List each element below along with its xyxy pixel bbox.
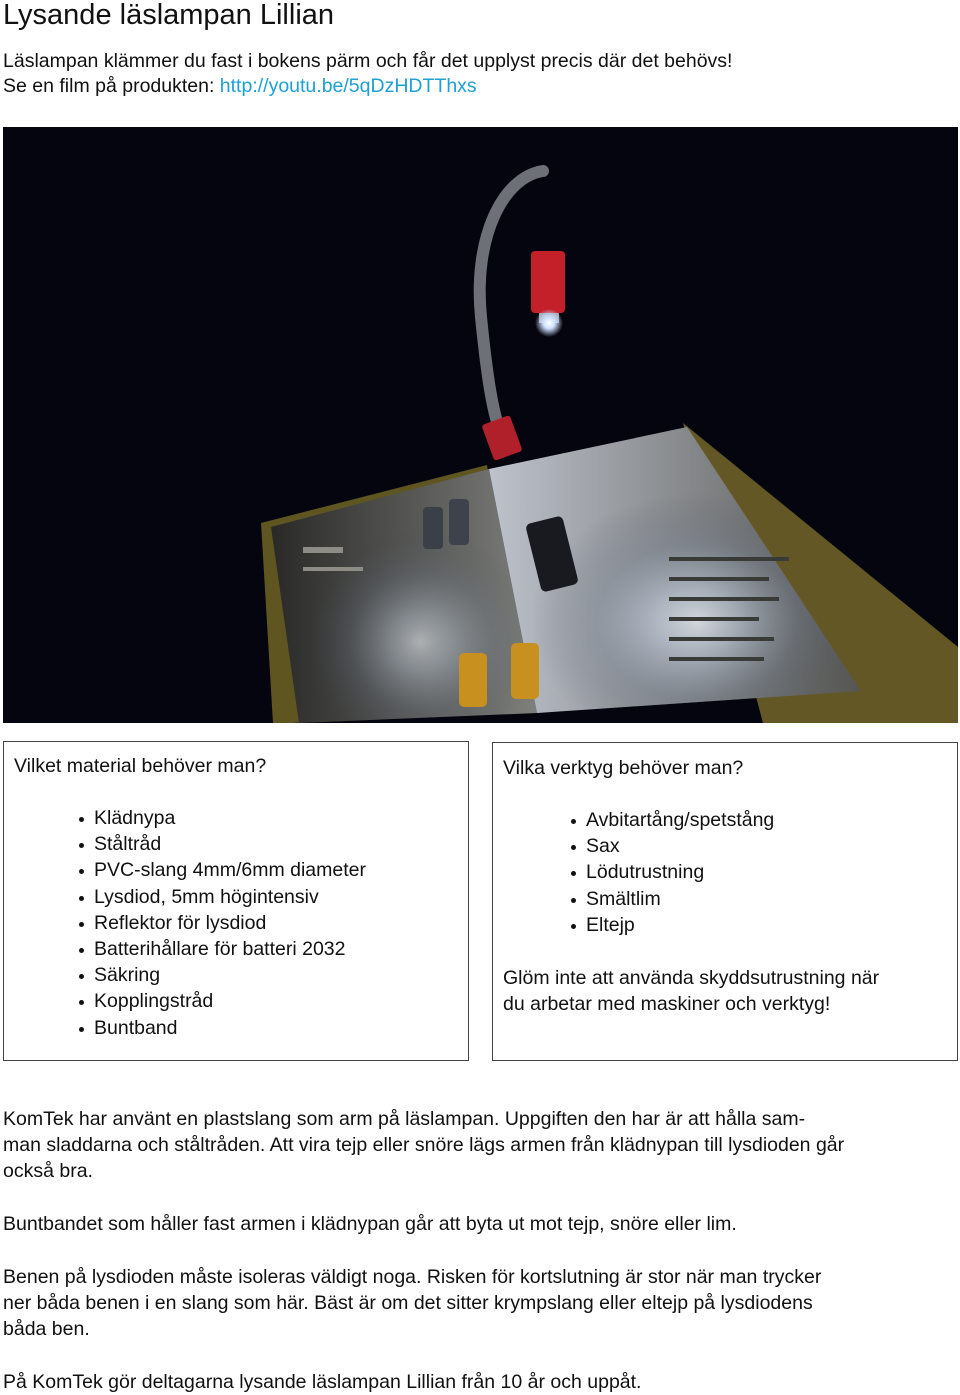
list-item: Avbitartång/spetstång	[571, 807, 774, 833]
catalog-radio-orange-1	[459, 653, 487, 707]
materials-title: Vilket material behöver man?	[14, 755, 267, 777]
safety-note-line: Glöm inte att använda skyddsutrustning när	[503, 967, 880, 989]
safety-note	[503, 965, 943, 1017]
list-item: Batterihållare för batteri 2032	[79, 936, 366, 962]
list-item: Eltejp	[571, 912, 774, 938]
product-photo	[3, 127, 958, 723]
list-item: PVC-slang 4mm/6mm diameter	[79, 857, 366, 883]
list-item: Klädnypa	[79, 805, 366, 831]
list-item: Buntband	[79, 1015, 366, 1041]
list-item: Reflektor för lysdiod	[79, 910, 366, 936]
paragraph-age: På KomTek gör deltagarna lysande läslampan Lillian från 10 år och uppåt.	[3, 1371, 642, 1393]
paragraph-line: man sladdarna och ståltråden. Att vira tejp eller snöre lägs armen från klädnypan till lysdioden går	[3, 1134, 845, 1157]
video-line	[3, 74, 732, 99]
list-item: Lysdiod, 5mm högintensiv	[79, 884, 366, 910]
page-title: Lysande läslampan Lillian	[3, 0, 335, 31]
battery-holder	[531, 251, 565, 313]
list-item: Sax	[571, 833, 774, 859]
tools-title: Vilka verktyg behöver man?	[503, 757, 744, 779]
paragraph-line: KomTek har använt en plastslang som arm på läslampan. Uppgiften den har är att hålla sam-	[3, 1108, 806, 1130]
paragraph-arm	[3, 1106, 953, 1185]
list-item: Säkring	[79, 962, 366, 988]
lamp-photo-illustration	[3, 127, 958, 723]
safety-note-line: du arbetar med maskiner och verktyg!	[503, 993, 831, 1016]
paragraph-line: också bra.	[3, 1160, 93, 1183]
tools-box	[492, 742, 958, 1061]
video-link[interactable]: http://youtu.be/5qDzHDTThxs	[219, 75, 477, 97]
paragraph-line: Benen på lysdioden måste isoleras väldigt noga. Risken för kortslutning är stor när man trycker	[3, 1266, 822, 1288]
paragraph-cable-tie: Buntbandet som håller fast armen i klädnypan går att byta ut mot tejp, snöre eller lim.	[3, 1213, 737, 1235]
intro-text: Läslampan klämmer du fast i bokens pärm och får det upplyst precis där det behövs!	[3, 50, 733, 72]
materials-list	[79, 805, 366, 1041]
paragraph-insulation	[3, 1264, 953, 1343]
list-item: Lödutrustning	[571, 859, 774, 885]
list-item: Kopplingstråd	[79, 988, 366, 1014]
paragraph-line: ner båda benen i en slang som här. Bäst är om det sitter krympslang eller eltejp på lysdiodens	[3, 1292, 813, 1315]
tools-list	[571, 807, 774, 938]
catalog-radio-1	[423, 507, 443, 549]
video-label: Se en film på produkten:	[3, 75, 220, 97]
materials-box	[3, 741, 469, 1061]
paragraph-line: båda ben.	[3, 1318, 90, 1341]
list-item: Smältlim	[571, 886, 774, 912]
led-light	[535, 309, 563, 337]
intro	[3, 49, 732, 99]
list-item: Ståltråd	[79, 831, 366, 857]
